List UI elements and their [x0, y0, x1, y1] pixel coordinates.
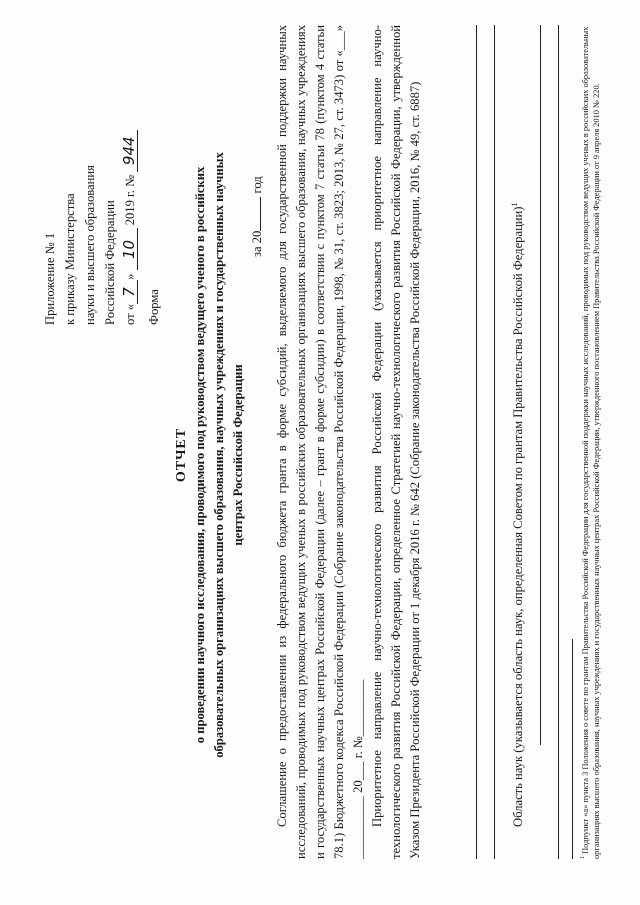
- report-subtitle-3: центрах Российской Федерации: [231, 364, 245, 546]
- science-field-text: Область наук (указывается область наук, определенная Советом по грантам Правительства Российской Федерации): [511, 206, 526, 827]
- report-subtitle-2: образовательных организациях высшего образования, научных учреждениях и государственных научных: [212, 152, 226, 758]
- science-fill-line: [540, 25, 541, 745]
- appendix-line-1: Приложение № 1: [43, 232, 57, 325]
- order-year-text: 2019 г. №: [123, 174, 137, 226]
- priority-direction-paragraph: Приоритетное направление научно-технологического развития Российской Федерации (указывается приоритетное направление научно-технологического развития Российской Федерации, определенное Стратегией научно-технологического развития Российской Федерации, утвержденной Указом Президента Российской Федерации от 1 декабря 2016 г. № 642 (Собрание законодательства Российской Федерации, 2016, № 49, ст. 6887): [370, 25, 422, 859]
- form-label: Форма: [147, 289, 161, 325]
- footnote-reference: 1: [510, 202, 519, 207]
- appendix-line-2: к приказу Министерства: [63, 193, 77, 325]
- order-month: 10: [121, 228, 138, 270]
- appendix-block: [40, 25, 140, 325]
- year-blank: [260, 197, 261, 231]
- agreement-paragraph: Соглашение о предоставлении из федерального бюджета гранта в форме субсидий, выделяемого для государственной поддержки научных исследований, проводимых под руководством ведущих ученых в российских образовательных организациях высшего образования, научных учреждениях и государственных научных центрах Российской Федерации (далее – грант в форме субсидии) в соответствии с пунктом 7 статьи 78 (пунктом 4 статьи 78.1) Бюджетного кодекса Российской Федерации (Собрание законодательства Российской Федерации, 1998, № 31, ст. 3823; 2013, № 27, ст. 3473) от «___» __________ 20___ г. №_________: [275, 25, 365, 859]
- appendix-line-3: науки и высшего образования: [83, 165, 97, 325]
- order-date-mid: »: [123, 273, 137, 280]
- order-date-line: [120, 25, 140, 325]
- year-prefix: за 20: [250, 230, 264, 257]
- report-year-line: [248, 176, 267, 257]
- body-paragraphs: [273, 25, 425, 859]
- year-suffix: год: [250, 176, 264, 194]
- order-day: 7: [121, 280, 138, 304]
- order-number: 944: [121, 130, 138, 172]
- science-field-block: [505, 25, 528, 859]
- report-heading: ОТЧЕТ: [174, 427, 189, 483]
- footnote: [578, 25, 602, 859]
- science-fill-line-2: [558, 25, 559, 859]
- appendix-line-4: Российской Федерации: [103, 200, 117, 325]
- footnote-text: Подпункт «а» пункта 3 Положения о совете по грантам Правительства Российской Федерации для государственной поддержки научных исследований, проводимых под руководством ведущих ученых в российских образовательных организациях высшего образования, научных учреждениях и государственных научных центрах Российской Федерации, утвержденного постановлением Правительства Российской Федерации от 9 апреля 2010 № 220.: [580, 26, 601, 859]
- order-date-prefix: от «: [123, 303, 137, 325]
- footnote-marker: 1: [580, 856, 586, 859]
- priority-fill-line-2: [494, 25, 495, 859]
- priority-fill-line: [476, 25, 477, 859]
- report-title-block: [172, 105, 248, 805]
- footnote-separator: [572, 639, 573, 859]
- report-subtitle-1: о проведении научного исследования, проводимого под руководством ведущего ученого в российских: [193, 166, 207, 744]
- science-field-paragraph: [505, 25, 528, 859]
